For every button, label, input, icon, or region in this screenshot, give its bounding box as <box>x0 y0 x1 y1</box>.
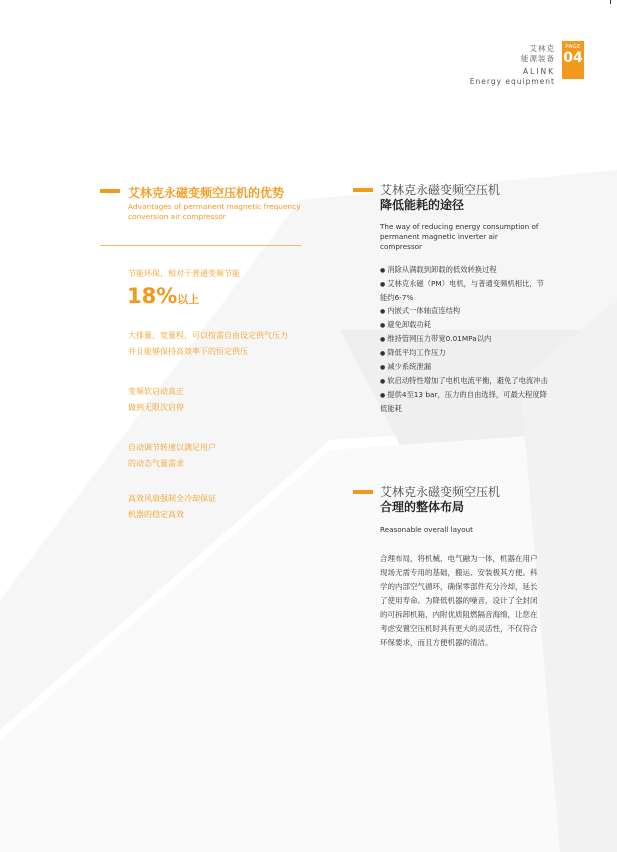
advantage-point <box>128 440 216 472</box>
advantage-line: 高效风扇强制全冷却保证 <box>128 494 216 503</box>
advantage-point <box>128 491 216 523</box>
energy-title-line2: 降低能耗的途径 <box>380 198 465 212</box>
saving-value: 18% <box>127 284 178 308</box>
advantage-line: 的动态气量需求 <box>128 459 184 468</box>
page-badge <box>562 41 584 79</box>
bullet-item: ● 软启动特性增加了电机电流平衡，避免了电流冲击 <box>380 376 548 385</box>
saving-label: 节能环保，相对于普通变频节能 <box>128 269 240 278</box>
section-marker-bar <box>353 188 373 192</box>
bullet-item: ● 避免卸载功耗 <box>380 320 432 329</box>
advantage-point <box>128 328 288 360</box>
bullet-item: ● 内嵌式一体轴直连结构 <box>380 306 461 315</box>
advantages-subtitle: Advantages of permanent magnetic frequency conversion air compressor <box>128 202 301 221</box>
advantage-line: 大排量、宽量程，可以按需自由设定供气压力 <box>128 331 288 340</box>
energy-bullet-list <box>380 263 548 415</box>
layout-paragraph: 合理布局，将机械、电气融为一体，机器在用户现场无需专用的基础，搬运、安装极其方便。科学的内部空气循环，确保零部件充分冷却，延长了使用寿命。为降低机器的噪音，设计了全封闭的可拆卸机箱，内附优质阻燃隔音海绵，让您在考虑安置空压机时具有更大的灵活性，不仅符合环保要求，而且方便机器的清洁。 <box>380 554 538 647</box>
brand-name: 艾林克 <box>529 44 555 53</box>
energy-section-subtitle: The way of reducing energy consumption of permanent magnetic inverter air compressor <box>380 222 539 251</box>
advantage-line: 做到无限次启停 <box>128 403 184 412</box>
advantage-line: 机器的稳定高效 <box>128 510 184 519</box>
brand-category-en: Energy equipment <box>469 77 555 86</box>
divider-line <box>100 245 301 246</box>
energy-section-title <box>380 183 500 213</box>
page-label: PAGE <box>565 44 581 50</box>
bullet-item: ● 提供4至13 bar，压力的自由选择，可最大程度降低能耗 <box>380 390 547 413</box>
brand-name-en: ALINK <box>522 67 555 76</box>
section-marker-bar <box>353 490 373 494</box>
bullet-item: ● 维持管网压力带宽0.01MPa以内 <box>380 334 492 343</box>
advantage-line: 变频软启动真正 <box>128 387 184 396</box>
energy-title-line1: 艾林克永磁变频空压机 <box>380 183 501 197</box>
layout-section-title <box>380 485 500 515</box>
corner-mark <box>610 0 611 4</box>
layout-title-line1: 艾林克永磁变频空压机 <box>380 485 501 499</box>
advantage-line: 自动调节转速以满足用户 <box>128 443 216 452</box>
bullet-item: ● 消除从满载到卸载的低效转换过程 <box>380 265 497 274</box>
section-marker-bar <box>100 189 120 193</box>
layout-title-line2: 合理的整体布局 <box>380 500 465 514</box>
bullet-item: ● 降低平均工作压力 <box>380 348 446 357</box>
advantage-point <box>128 384 184 416</box>
bullet-item: ● 减少系统泄漏 <box>380 362 432 371</box>
layout-section-subtitle: Reasonable overall layout <box>380 525 474 534</box>
saving-stat <box>127 283 199 313</box>
brand-category: 能源装备 <box>521 54 555 63</box>
saving-unit: 以上 <box>177 293 200 306</box>
advantages-title: 艾林克永磁变频空压机的优势 <box>128 186 285 200</box>
bullet-item: ● 艾林克永磁（PM）电机，与普通变频机相比，节能约6-7% <box>380 279 544 302</box>
brand-block <box>470 44 555 87</box>
page-number: 04 <box>563 50 583 66</box>
advantage-line: 并且能够保持高效率下的恒定供压 <box>128 347 248 356</box>
